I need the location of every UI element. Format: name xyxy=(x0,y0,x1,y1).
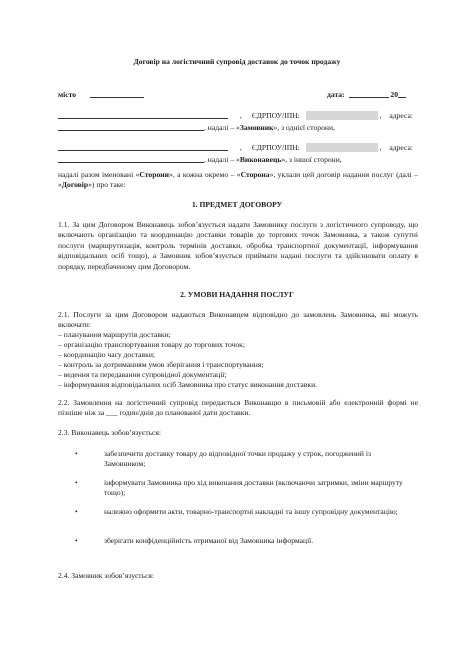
clause-2-2: 2.2. Замовлення на логістичний супровід передається Виконавцю в письмовій або електронній формі не пізніше ніж за ___ годин/днів до планованої дати доставки. xyxy=(58,398,418,418)
list-item: – планування маршрутів доставки; xyxy=(58,330,171,339)
party1-name-blank[interactable] xyxy=(58,110,228,119)
section2-heading: 2. УМОВИ НАДАННЯ ПОСЛУГ xyxy=(180,290,294,299)
party1-address-label: адреса: xyxy=(389,111,413,120)
party1-role: Замовник xyxy=(239,123,274,132)
party2-address-blank[interactable] xyxy=(58,154,204,163)
list-item: – організацію транспортування товару до торгових точок; xyxy=(58,340,245,349)
party1-edrpou-label: ЄДРПОУ/ІПН: xyxy=(251,111,300,120)
city-label: місто xyxy=(58,90,77,99)
bullet-item: інформувати Замовника про хід виконання доставки (включаючи затримки, зміни маршруту тощо); xyxy=(104,478,403,498)
party1-edrpou-field[interactable] xyxy=(306,111,378,120)
party2-name-blank[interactable] xyxy=(58,142,228,151)
clause-1-1: 1.1. За цим Договором Виконавець зобов’язується надати Замовнику послуги з логістичного супроводу, що включають організацію та координацію доставки товарів до торгових точок Замовника, а також супутні послуги (маршрутизація, контроль термінів доставки, обробка транспортної документації, інформування відповідальних осіб тощо), а Замовник зобов’язується приймати надані послуги та здійснювати оплату в порядку, передбаченому цим Договором. xyxy=(58,220,418,271)
date-label: дата: xyxy=(327,90,345,99)
date-blank[interactable] xyxy=(349,89,389,98)
party2-line2: , надалі – «Виконавець», з іншої сторони, xyxy=(58,154,342,165)
clause-2-3: 2.3. Виконавець зобов’язується: xyxy=(58,428,161,437)
bullet-icon: • xyxy=(75,449,78,458)
party2-role: Виконавець xyxy=(239,155,282,164)
party2-line1: , ЄДРПОУ/ІПН: , адреса: xyxy=(58,142,413,153)
date-year-prefix: 20 xyxy=(390,90,398,99)
intro-paragraph: надалі разом іменовані «Сторони», а кожна окремо – «Сторона», уклали цей договір надання послуг (далі – «Договір») про таке: xyxy=(58,170,418,190)
list-item: – інформування відповідальних осіб Замовника про статус виконання доставки. xyxy=(58,380,318,389)
bullet-icon: • xyxy=(75,536,78,545)
party1-address-blank[interactable] xyxy=(58,122,204,131)
bullet-item: зберігати конфіденційність отриманої від Замовника інформації. xyxy=(104,536,314,545)
party1-line1: , ЄДРПОУ/ІПН: , адреса: xyxy=(58,110,413,121)
clause-2-4: 2.4. Замовник зобов’язується: xyxy=(58,571,155,580)
party2-address-label: адреса: xyxy=(389,143,413,152)
bullet-icon: • xyxy=(75,507,78,516)
list-item: – координацію часу доставки; xyxy=(58,350,156,359)
party1-line2: , надалі – «Замовник», з однієї сторони, xyxy=(58,122,335,133)
bullet-icon: • xyxy=(75,478,78,487)
bullet-item: забезпечити доставку товару до відповідної точки продажу у строк, погоджений із Замовником; xyxy=(104,449,371,469)
party2-edrpou-label: ЄДРПОУ/ІПН: xyxy=(251,143,300,152)
clause-2-1: 2.1. Послуги за цим Договором надаються Виконавцем відповідно до замовлень Замовника, які можуть включати: xyxy=(58,310,418,330)
city-line xyxy=(58,89,144,100)
bullet-item: належно оформити акти, товарно-транспортні накладні та іншу супровідну документацію; xyxy=(104,507,398,516)
year-blank[interactable] xyxy=(398,89,406,98)
document-title: Договір на логістичний супровід доставок до точок продажу xyxy=(133,57,341,66)
list-item: – контроль за дотриманням умов зберігання і транспортування; xyxy=(58,360,264,369)
date-line xyxy=(327,89,406,100)
city-blank[interactable] xyxy=(90,89,144,98)
party2-edrpou-field[interactable] xyxy=(306,143,378,152)
list-item: – ведення та передавання супровідної документації; xyxy=(58,370,227,379)
section1-heading: 1. ПРЕДМЕТ ДОГОВОРУ xyxy=(191,200,283,209)
